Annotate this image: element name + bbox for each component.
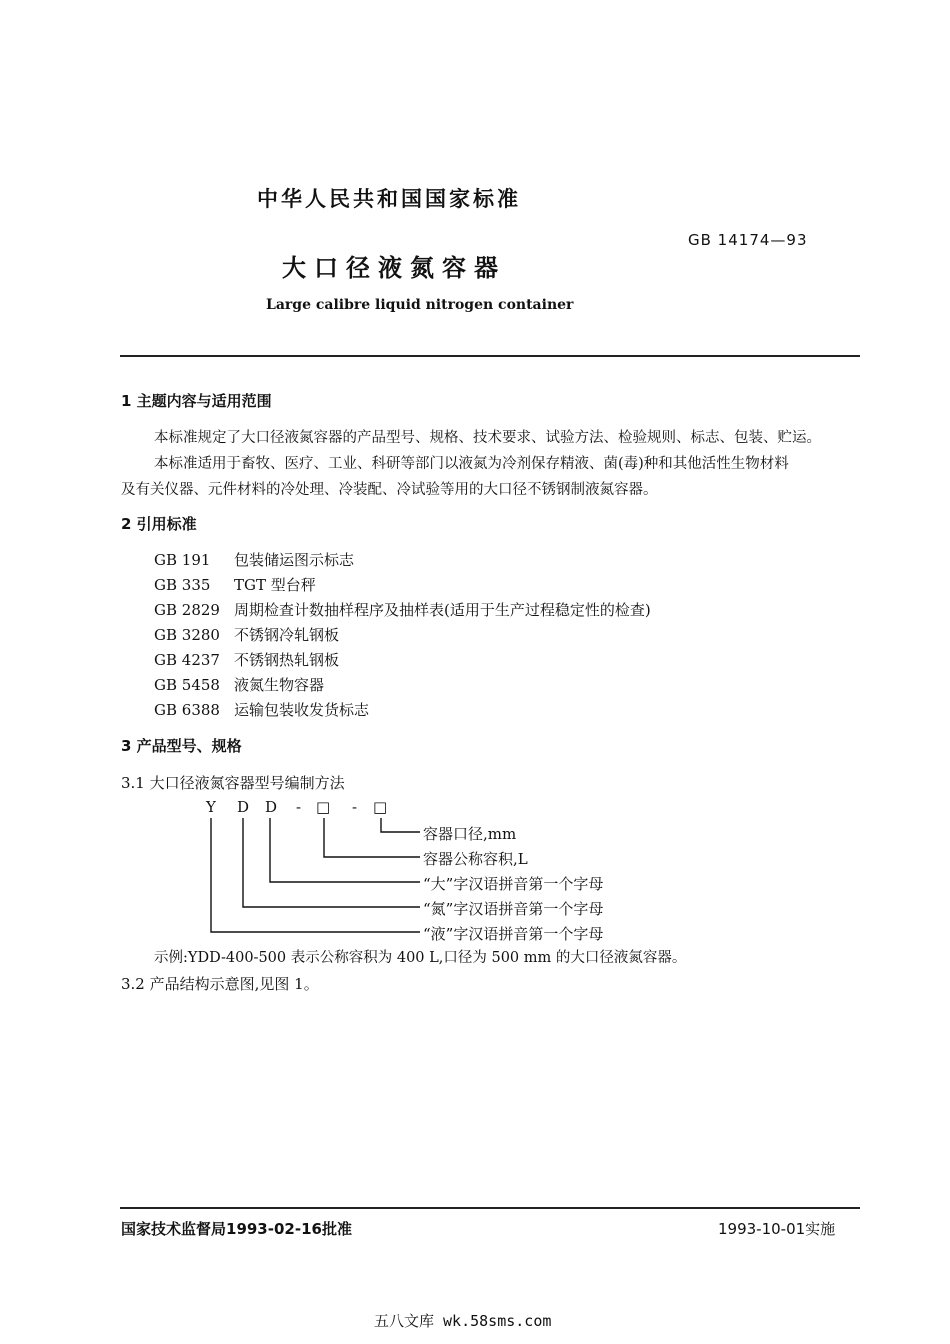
- section-3-2-text: 3.2 产品结构示意图,见图 1。: [121, 975, 319, 993]
- reference-code: GB 2829: [154, 601, 220, 619]
- reference-title: 不锈钢热轧钢板: [234, 651, 340, 669]
- legend-item: 容器口径,mm: [423, 825, 517, 843]
- section-1-paragraph-2b: 及有关仪器、元件材料的冷处理、冷装配、冷试验等用的大口径不锈钢制液氮容器。: [121, 482, 658, 498]
- model-char: Y: [206, 798, 216, 816]
- implementation-date: 1993-10-01实施: [718, 1220, 836, 1238]
- legend-item: 容器公称容积,L: [423, 850, 528, 868]
- reference-code: GB 191: [154, 551, 211, 569]
- section-1-paragraph-1: 本标准规定了大口径液氮容器的产品型号、规格、技术要求、试验方法、检验规则、标志、包装、贮运。: [154, 430, 821, 446]
- section-3-1-heading: 3.1 大口径液氮容器型号编制方法: [121, 774, 345, 792]
- standard-number: GB 14174—93: [688, 231, 808, 249]
- reference-code: GB 6388: [154, 701, 220, 719]
- document-title-en: Large calibre liquid nitrogen container: [266, 297, 574, 313]
- legend-item: “液”字汉语拼音第一个字母: [423, 925, 604, 943]
- model-char: D: [265, 798, 278, 816]
- model-char: □: [373, 798, 388, 816]
- reference-code: GB 4237: [154, 651, 220, 669]
- org-title: 中华人民共和国国家标准: [257, 187, 521, 211]
- reference-code: GB 335: [154, 576, 211, 594]
- reference-title: TGT 型台秤: [234, 576, 316, 594]
- legend-item: “大”字汉语拼音第一个字母: [423, 875, 604, 893]
- model-char: -: [296, 798, 302, 816]
- legend-item: “氮”字汉语拼音第一个字母: [423, 900, 604, 918]
- reference-title: 不锈钢冷轧钢板: [234, 626, 340, 644]
- section-1-heading: 1 主题内容与适用范围: [121, 392, 272, 410]
- section-2-heading: 2 引用标准: [121, 515, 197, 533]
- reference-title: 包装储运图示标志: [234, 551, 355, 569]
- document-title-cn: 大口径液氮容器: [282, 254, 506, 282]
- model-example: 示例:YDD-400-500 表示公称容积为 400 L,口径为 500 mm 的大口径液氮容器。: [154, 950, 687, 966]
- model-char: D: [237, 798, 250, 816]
- model-char: □: [316, 798, 331, 816]
- reference-title: 周期检查计数抽样程序及抽样表(适用于生产过程稳定性的检查): [234, 601, 651, 619]
- reference-title: 液氮生物容器: [234, 676, 325, 694]
- reference-code: GB 5458: [154, 676, 220, 694]
- reference-title: 运输包装收发货标志: [234, 701, 370, 719]
- model-char: -: [352, 798, 358, 816]
- footer-rule: [120, 1207, 860, 1209]
- section-1-paragraph-2a: 本标准适用于畜牧、医疗、工业、科研等部门以液氮为冷剂保存精液、菌(毒)种和其他活性生物材料: [154, 456, 789, 472]
- approval-line: 国家技术监督局1993-02-16批准: [121, 1220, 352, 1238]
- section-3-heading: 3 产品型号、规格: [121, 737, 242, 755]
- watermark-text: 五八文库 wk.58sms.com: [374, 1312, 552, 1330]
- reference-code: GB 3280: [154, 626, 220, 644]
